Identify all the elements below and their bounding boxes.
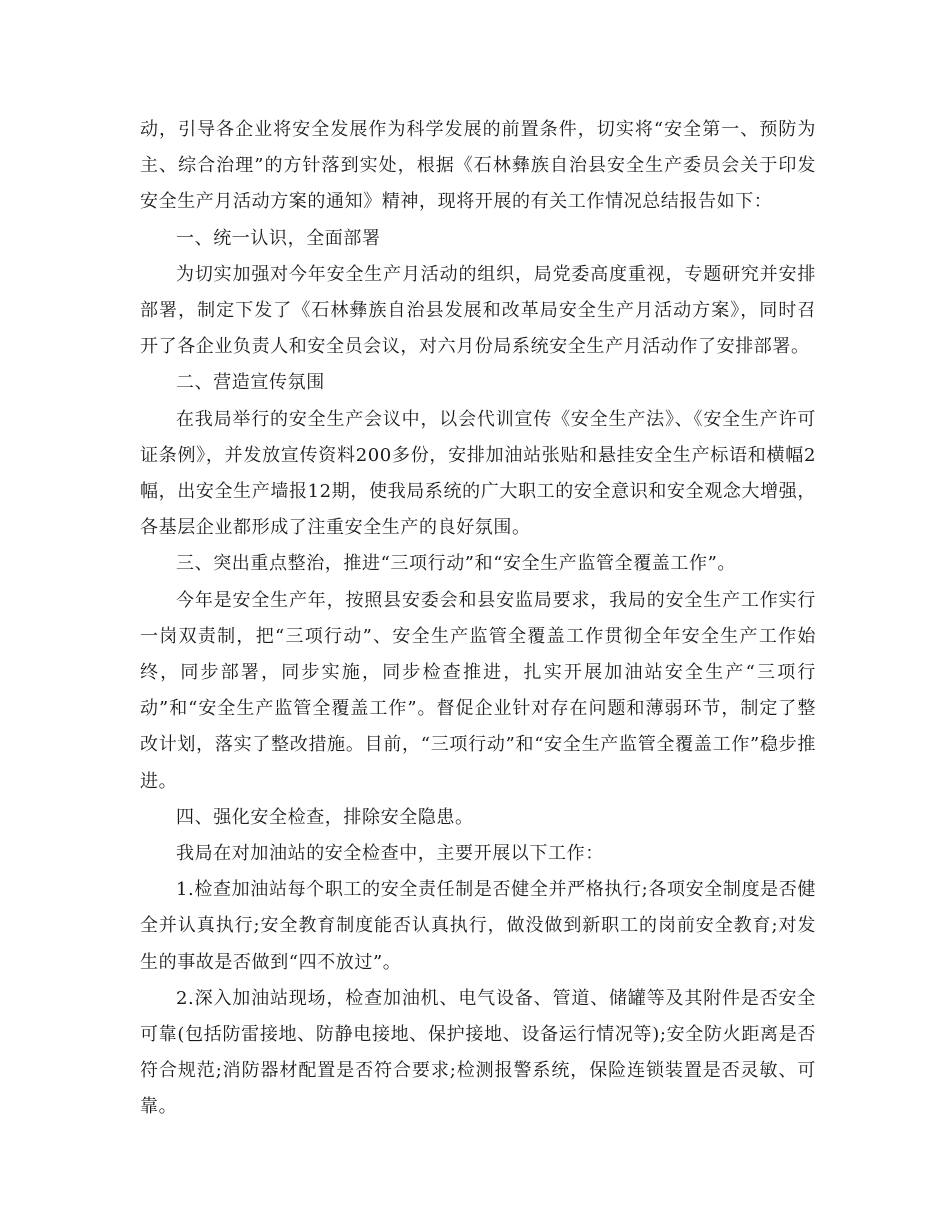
paragraph-section-3: 今年是安全生产年，按照县安委会和县安监局要求，我局的安全生产工作实行一岗双责制，把“三项行动”、安全生产监管全覆盖工作贯彻全年安全生产工作始终，同步部署，同步实施，同步检查推进，扎实开展加油站安全生产“三项行动”和“安全生产监管全覆盖工作”。督促企业针对存在问题和薄弱环节，制定了整改计划，落实了整改措施。目前，“三项行动”和“安全生产监管全覆盖工作”稳步推进。 xyxy=(140,589,816,792)
section-heading-2: 二、营造宣传氛围 xyxy=(176,372,325,394)
section-heading-3: 三、突出重点整治，推进“三项行动”和“安全生产监管全覆盖工作”。 xyxy=(176,553,737,575)
section-heading-4: 四、强化安全检查，排除安全隐患。 xyxy=(176,806,474,828)
paragraph-section-2: 在我局举行的安全生产会议中，以会代训宣传《安全生产法》、《安全生产许可证条例》，并发放宣传资料200多份，安排加油站张贴和悬挂安全生产标语和横幅2幅，出安全生产墙报12期，使我局系统的广大职工的安全意识和安全观念大增强，各基层企业都形成了注重安全生产的良好氛围。 xyxy=(140,408,816,539)
section-heading-1: 一、统一认识，全面部署 xyxy=(176,227,381,249)
paragraph-section-1: 为切实加强对今年安全生产月活动的组织，局党委高度重视，专题研究并安排部署，制定下发了《石林彝族自治县发展和改革局安全生产月活动方案》，同时召开了各企业负责人和安全员会议，对六月份局系统安全生产月活动作了安排部署。 xyxy=(140,263,816,358)
list-item-2: 2.深入加油站现场，检查加油机、电气设备、管道、储罐等及其附件是否安全可靠(包括防雷接地、防静电接地、保护接地、设备运行情况等);安全防火距离是否符合规范;消防器材配置是否符合要求;检测报警系统，保险连锁装置是否灵敏、可靠。 xyxy=(140,987,816,1118)
document-body xyxy=(140,112,816,1126)
paragraph-section-4-intro: 我局在对加油站的安全检查中，主要开展以下工作： xyxy=(176,843,604,865)
list-item-1: 1.检查加油站每个职工的安全责任制是否健全并严格执行;各项安全制度是否健全并认真执行;安全教育制度能否认真执行，做没做到新职工的岗前安全教育;对发生的事故是否做到“四不放过”。 xyxy=(140,879,816,973)
paragraph-intro-continuation: 动，引导各企业将安全发展作为科学发展的前置条件，切实将“安全第一、预防为主、综合治理”的方针落到实处，根据《石林彝族自治县安全生产委员会关于印发安全生产月活动方案的通知》精神，现将开展的有关工作情况总结报告如下： xyxy=(140,119,816,213)
